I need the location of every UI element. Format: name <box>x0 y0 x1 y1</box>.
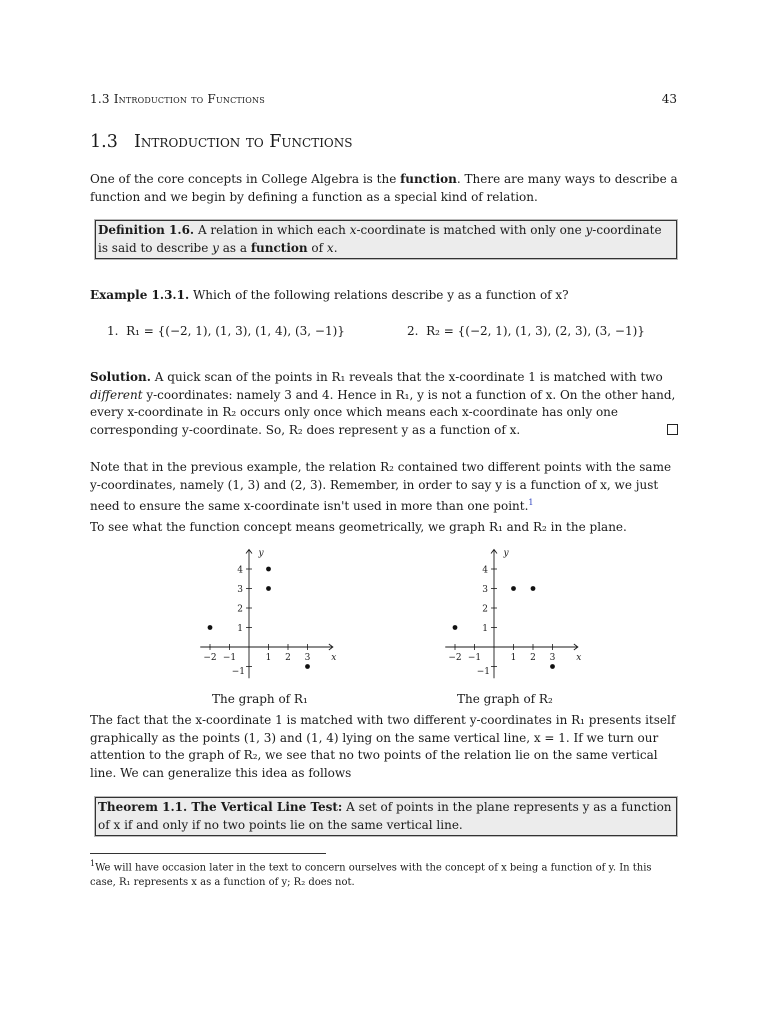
x-tick-label: −1 <box>467 653 482 663</box>
section-title <box>90 132 353 152</box>
intro-paragraph <box>90 171 678 206</box>
geometric-paragraph: To see what the function concept means geometrically, we graph R₁ and R₂ in the plane. <box>90 520 627 534</box>
data-point <box>453 625 458 630</box>
definition-y: y <box>585 223 593 237</box>
relation-item-1 <box>107 323 345 341</box>
y-tick-label: 2 <box>237 604 243 615</box>
x-tick-label: −2 <box>203 653 217 663</box>
solution-different: different <box>90 387 143 402</box>
theorem-label: Theorem 1.1. The Vertical Line Test: <box>98 800 343 814</box>
relation-item-2 <box>407 323 645 341</box>
y-tick-label: −1 <box>476 667 490 677</box>
solution-text-2: y-coordinates: namely 3 and 4. Hence in R₁, y is not a function of x. On the other hand, every x-coordinate in R₂ occurs only once which means each x-coordinate has only one corresponding y-coordinate. So, R₂ does represent y as a function of x. <box>90 387 676 437</box>
page-number: 43 <box>661 92 677 106</box>
intro-bold-function: function <box>400 172 457 186</box>
relation-1-formula: R₁ = {(−2, 1), (1, 3), (1, 4), (3, −1)} <box>126 324 345 338</box>
y-tick-label: 4 <box>237 565 243 576</box>
y-tick-label: 4 <box>482 565 488 576</box>
data-point <box>511 586 516 591</box>
footnote-text: We will have occasion later in the text to concern ourselves with the concept of x being a function of y. In this case, R₁ represents x as a function of y; R₂ does not. <box>90 862 652 889</box>
graph-r2 <box>435 540 585 680</box>
definition-text-e: of <box>307 240 327 255</box>
y-tick-label: 2 <box>482 604 488 615</box>
example-label: Example 1.3.1. <box>90 288 190 302</box>
data-point <box>550 664 555 669</box>
footnote <box>90 856 678 890</box>
footnote-rule <box>90 853 326 854</box>
footnote-reference-link[interactable]: 1 <box>528 498 534 507</box>
example-text: Which of the following relations describe y as a function of x? <box>189 288 569 302</box>
running-head: 1.3 Introduction to Functions <box>90 92 265 106</box>
definition-text-d: as a <box>218 240 251 255</box>
y-tick-label: 1 <box>482 624 488 634</box>
x-tick-label: −2 <box>448 653 462 663</box>
y-tick-label: 3 <box>482 585 488 595</box>
qed-box-icon <box>667 424 678 435</box>
y-axis-label: y <box>503 548 509 559</box>
definition-x: x <box>349 223 357 237</box>
y-tick-label: 3 <box>237 585 243 595</box>
section-title-text: Introduction to Functions <box>134 132 353 152</box>
data-point <box>266 586 271 591</box>
definition-label: Definition 1.6. <box>98 223 195 237</box>
x-tick-label: 1 <box>265 653 272 663</box>
data-point <box>531 586 536 591</box>
x-tick-label: 3 <box>304 653 311 663</box>
graph-r1-caption: The graph of R₁ <box>212 692 308 706</box>
solution-paragraph <box>90 369 678 439</box>
definition-text-b: -coordinate is matched with only one <box>356 223 586 237</box>
definition-text-a: A relation in which each <box>194 223 350 237</box>
y-tick-label: −1 <box>231 667 245 677</box>
section-number: 1.3 <box>90 132 118 152</box>
example-heading <box>90 287 678 305</box>
relation-2-number: 2. <box>407 324 419 338</box>
definition-bold-function: function <box>250 240 308 255</box>
relation-1-number: 1. <box>107 324 119 338</box>
theorem-box <box>95 797 677 836</box>
fact-paragraph: The fact that the x-coordinate 1 is matched with two different y-coordinates in R₁ presents itself graphically as the points (1, 3) and (1, 4) lying on the same vertical line, x = 1. If we turn our attention to the graph of R₂, we see that no two points of the relation lie on the same vertical line. We can generalize this idea as follows <box>90 713 676 780</box>
data-point <box>208 625 213 630</box>
definition-text-f: . <box>333 240 338 255</box>
definition-y-2: y <box>212 240 219 255</box>
x-tick-label: 2 <box>530 653 536 663</box>
note-paragraph <box>90 459 678 516</box>
theorem-text: A set of points in the plane represents y as a function of x if and only if no two points lie on the same vertical line. <box>98 800 672 832</box>
intro-text-b: . There are many ways to describe a function and we begin by defining a function as a special kind of relation. <box>90 172 678 204</box>
definition-text-c: -coordinate is said to describe <box>98 223 662 255</box>
note-text: Note that in the previous example, the relation R₂ contained two different points with the same y-coordinates, namely (1, 3) and (2, 3). Remember, in order to say y is a function of x, we just need to ensure the same x-coordinate isn't used in more than one point. <box>90 460 672 513</box>
graph-r2-caption: The graph of R₂ <box>457 692 553 706</box>
x-tick-label: 3 <box>549 653 556 663</box>
x-tick-label: −1 <box>222 653 237 663</box>
definition-box <box>95 220 677 259</box>
solution-label: Solution. <box>90 370 151 384</box>
x-tick-label: 2 <box>285 653 291 663</box>
x-axis-label: x <box>576 653 582 663</box>
footnote-mark: 1 <box>90 859 96 868</box>
intro-text-a: One of the core concepts in College Algebra is the <box>90 172 401 186</box>
y-axis-label: y <box>258 548 264 559</box>
x-axis-label: x <box>331 653 337 663</box>
x-tick-label: 1 <box>510 653 517 663</box>
graph-r1 <box>190 540 340 680</box>
data-point <box>266 567 271 572</box>
data-point <box>305 664 310 669</box>
solution-text-1: A quick scan of the points in R₁ reveals that the x-coordinate 1 is matched with two <box>150 370 663 384</box>
definition-x-2: x <box>326 240 334 255</box>
y-tick-label: 1 <box>237 624 243 634</box>
relation-2-formula: R₂ = {(−2, 1), (1, 3), (2, 3), (3, −1)} <box>426 324 645 338</box>
